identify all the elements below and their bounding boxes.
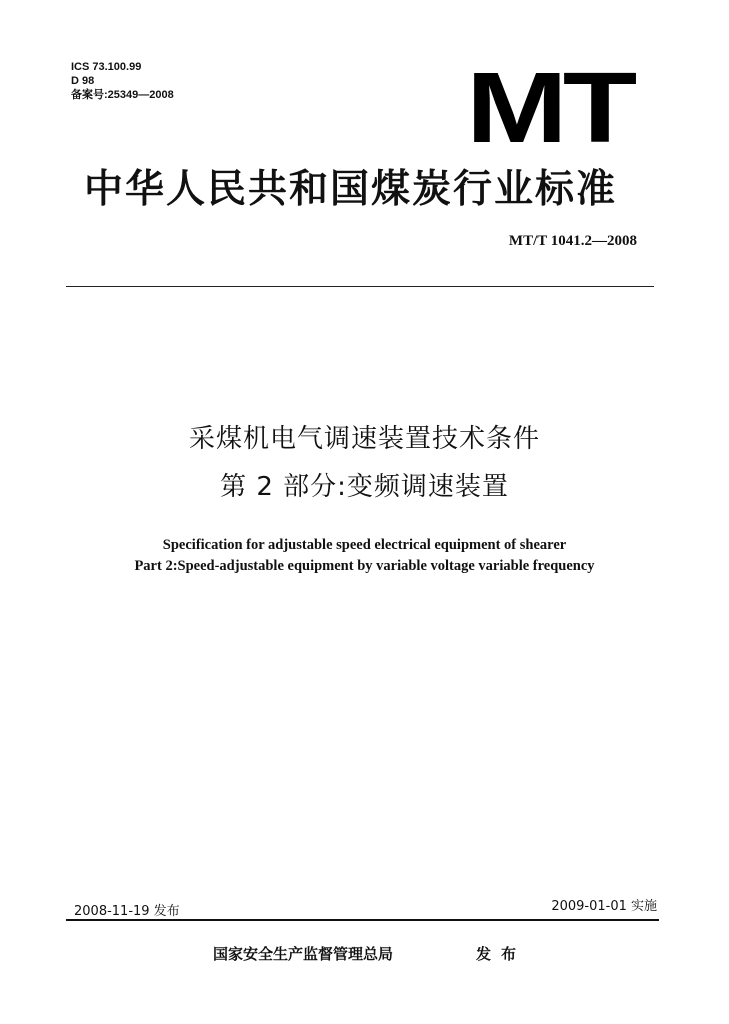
header-divider bbox=[66, 286, 654, 287]
standard-number: MT/T 1041.2—2008 bbox=[508, 233, 637, 249]
title-en-line1: Specification for adjustable speed electrical equipment of shearer bbox=[162, 537, 567, 553]
issuer-verb: 发布 bbox=[476, 945, 527, 963]
ccs-code: D 98 bbox=[71, 75, 95, 87]
filing-number: 备案号:25349—2008 bbox=[71, 89, 174, 101]
footer-divider bbox=[66, 919, 659, 921]
effective-date: 2009-01-01 实施 bbox=[551, 899, 657, 914]
ics-code: ICS 73.100.99 bbox=[71, 61, 142, 73]
issuer-name: 国家安全生产监督管理总局 bbox=[213, 945, 394, 963]
mt-logo: MT bbox=[466, 52, 633, 164]
org-title: 中华人民共和国煤炭行业标准 bbox=[84, 167, 618, 212]
publish-date: 2008-11-19 发布 bbox=[74, 904, 180, 919]
classification-block bbox=[71, 60, 174, 102]
title-zh-line2: 第 2 部分:变频调速装置 bbox=[220, 472, 509, 502]
title-en-line2: Part 2:Speed-adjustable equipment by variable voltage variable frequency bbox=[134, 558, 595, 574]
title-zh-line1: 采煤机电气调速装置技术条件 bbox=[188, 424, 540, 454]
